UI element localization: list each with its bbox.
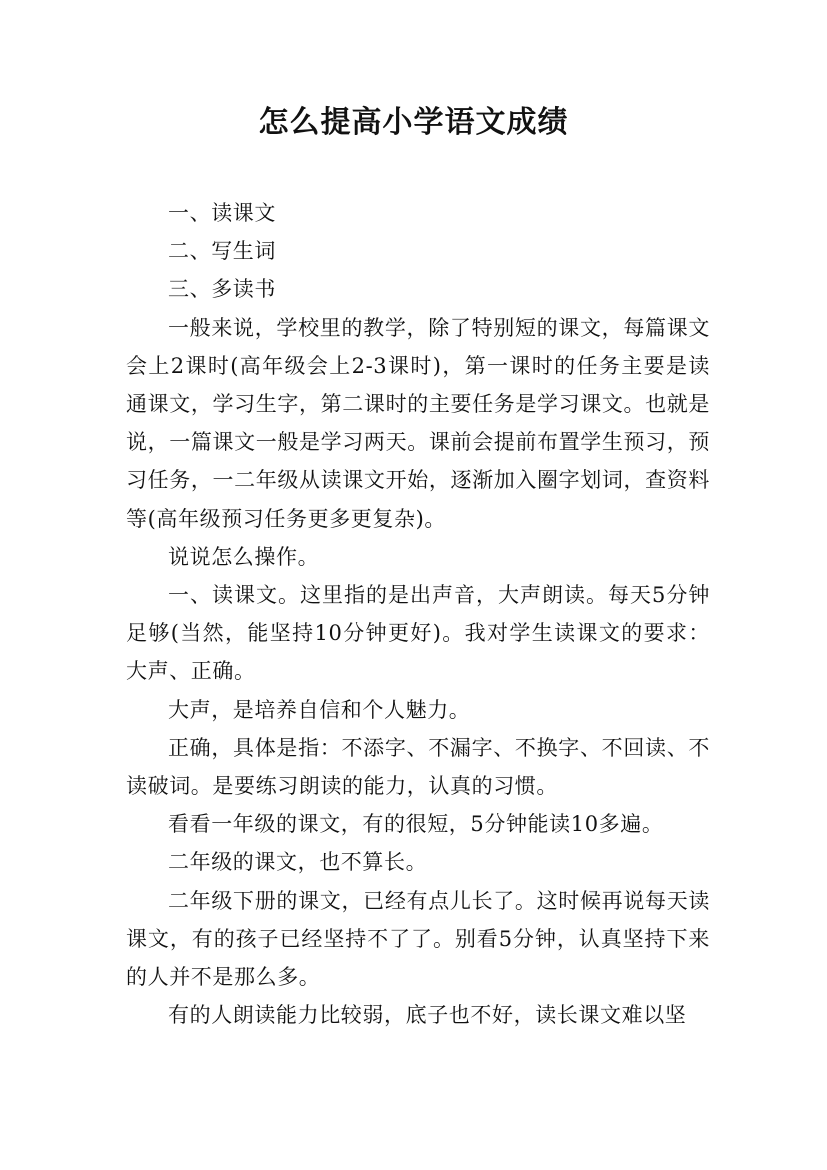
paragraph-12: 有的人朗读能力比较弱，底子也不好，读长课文难以坚	[168, 1003, 687, 1028]
paragraph-2: 二、写生词	[168, 239, 276, 264]
paragraph-9: 看看一年级的课文，有的很短，5分钟能读10多遍。	[168, 812, 664, 837]
paragraph-1: 一、读课文	[168, 201, 276, 225]
paragraph-7: 大声，是培养自信和个人魅力。	[168, 697, 471, 722]
paragraph-8: 正确，具体是指：不添字、不漏字、不换字、不回读、不读破词。是要练习朗读的能力，认真的习惯。	[126, 735, 710, 799]
paragraph-5: 说说怎么操作。	[168, 544, 320, 569]
paragraph-6: 一、读课文。这里指的是出声音，大声朗读。每天5分钟足够(当然，能坚持10分钟更好)。我对学生读课文的要求：大声、正确。	[126, 583, 710, 684]
paragraph-4: 一般来说，学校里的教学，除了特别短的课文，每篇课文会上2课时(高年级会上2-3课时)，第一课时的任务主要是读通课文，学习生字，第二课时的主要任务是学习课文。也就是说，一篇课文一般是学习两天。课前会提前布置学生预习，预习任务，一二年级从读课文开始，逐渐加入圈字划词，查资料等(高年级预习任务更多更复杂)。	[126, 315, 710, 531]
document-body	[126, 194, 710, 1034]
paragraph-10: 二年级的课文，也不算长。	[168, 850, 428, 875]
paragraph-3: 三、多读书	[168, 277, 276, 302]
paragraph-11: 二年级下册的课文，已经有点儿长了。这时候再说每天读课文，有的孩子已经坚持不了了。别看5分钟，认真坚持下来的人并不是那么多。	[126, 888, 710, 990]
document-title: 怎么提高小学语文成绩	[258, 105, 569, 140]
